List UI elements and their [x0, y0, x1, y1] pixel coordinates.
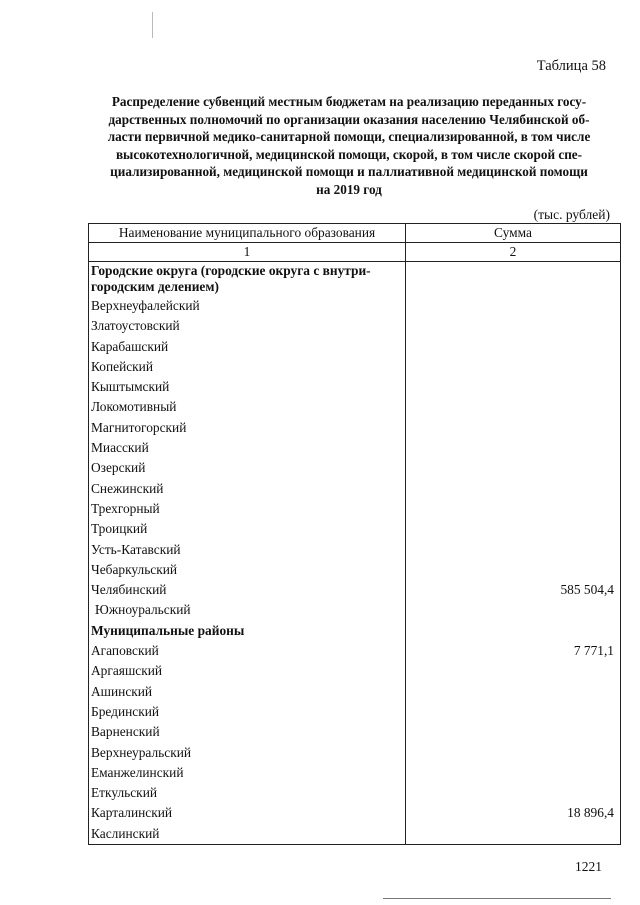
- table-row: [89, 803, 621, 823]
- municipality-name: Трехгорный: [89, 499, 406, 519]
- table-row: [89, 397, 621, 417]
- table-row: [89, 357, 621, 377]
- column-number-row: [89, 243, 621, 262]
- title-line: на 2019 год: [316, 181, 382, 197]
- amount-cell: 7 771,1: [406, 641, 621, 661]
- municipality-name: Каслинский: [89, 824, 406, 845]
- table-row: [89, 316, 621, 336]
- amount-cell: [406, 783, 621, 803]
- amount-cell: 18 896,4: [406, 803, 621, 823]
- municipality-name: Златоустовский: [89, 316, 406, 336]
- amount-cell: [406, 458, 621, 478]
- page-number: 1221: [575, 859, 602, 874]
- amount-cell: [406, 479, 621, 499]
- municipality-name: Варненский: [89, 722, 406, 742]
- table-row: [89, 458, 621, 478]
- table-row: [89, 783, 621, 803]
- title-line: Распределение субвенций местным бюджетам на реализацию переданных госу-: [111, 94, 587, 109]
- table-group-row: [89, 621, 621, 641]
- table-row: [89, 743, 621, 763]
- amount-cell: [406, 418, 621, 438]
- municipality-name: Верхнеуфалейский: [89, 296, 406, 316]
- title-line: ласти первичной медико-санитарной помощи, специализированной, в том числе: [107, 129, 591, 145]
- table-row: [89, 337, 621, 357]
- table-row: [89, 438, 621, 458]
- amount-cell: [406, 499, 621, 519]
- municipality-name: Магнитогорский: [89, 418, 406, 438]
- amount-cell: [406, 540, 621, 560]
- table-row: [89, 499, 621, 519]
- municipality-name: Усть-Катавский: [89, 540, 406, 560]
- municipality-name: Еткульский: [89, 783, 406, 803]
- column-header-amount: Сумма: [406, 224, 621, 243]
- units-label: (тыс. рублей): [533, 207, 610, 222]
- municipality-name: Брединский: [89, 702, 406, 722]
- amount-cell: [406, 357, 621, 377]
- amount-cell: [406, 438, 621, 458]
- municipality-name: Муниципальные районы: [89, 621, 406, 641]
- municipality-name: Карталинский: [89, 803, 406, 823]
- table-row: [89, 560, 621, 580]
- amount-cell: [406, 337, 621, 357]
- amount-cell: [406, 519, 621, 539]
- table-row: [89, 519, 621, 539]
- amount-cell: [406, 377, 621, 397]
- amount-cell: [406, 722, 621, 742]
- table-row: [89, 661, 621, 681]
- amount-cell: [406, 262, 621, 297]
- municipality-name: Озерский: [89, 458, 406, 478]
- amount-cell: [406, 682, 621, 702]
- table-row: [89, 418, 621, 438]
- table-row: [89, 296, 621, 316]
- table-number: Таблица 58: [536, 58, 606, 74]
- table-row: [89, 702, 621, 722]
- scan-artifact-line: [152, 12, 153, 38]
- amount-cell: [406, 600, 621, 620]
- table-row: [89, 580, 621, 600]
- title-line: дарственных полномочий по организации оказания населению Челябинской об-: [108, 111, 590, 127]
- table-row: [89, 641, 621, 661]
- amount-cell: [406, 743, 621, 763]
- amount-cell: [406, 824, 621, 845]
- municipality-name: Агаповский: [89, 641, 406, 661]
- amount-cell: [406, 621, 621, 641]
- municipality-name: Копейский: [89, 357, 406, 377]
- column-number: 1: [89, 243, 406, 262]
- table-group-row: [89, 262, 621, 297]
- municipality-name: Верхнеуральский: [89, 743, 406, 763]
- table-row: [89, 824, 621, 845]
- table-row: [89, 682, 621, 702]
- header-row: [89, 224, 621, 243]
- table-row: [89, 540, 621, 560]
- municipality-name: [89, 262, 406, 297]
- municipality-name: Кыштымский: [89, 377, 406, 397]
- title-line: циализированной, медицинской помощи и паллиативной медицинской помощи: [110, 164, 588, 180]
- amount-cell: [406, 702, 621, 722]
- municipality-name-line: Городские округа (городские округа с внутри-: [91, 263, 371, 278]
- municipality-name: Аргаяшский: [89, 661, 406, 681]
- municipality-name: Южноуральский: [89, 600, 406, 620]
- municipality-name: Снежинский: [89, 479, 406, 499]
- table-row: [89, 377, 621, 397]
- amount-cell: [406, 661, 621, 681]
- table-body: [89, 262, 621, 845]
- municipality-name: Челябинский: [89, 580, 406, 600]
- column-header-name: Наименование муниципального образования: [89, 224, 406, 243]
- municipality-name: Локомотивный: [89, 397, 406, 417]
- column-number: 2: [406, 243, 621, 262]
- municipality-name: Троицкий: [89, 519, 406, 539]
- amount-cell: [406, 560, 621, 580]
- table-row: [89, 600, 621, 620]
- municipality-name: Карабашский: [89, 337, 406, 357]
- amount-cell: [406, 316, 621, 336]
- municipality-name-line: городским делением): [91, 279, 219, 294]
- document-title: [88, 93, 610, 199]
- municipality-name: Чебаркульский: [89, 560, 406, 580]
- municipality-name: Еманжелинский: [89, 763, 406, 783]
- amount-cell: [406, 763, 621, 783]
- table-row: [89, 763, 621, 783]
- municipality-name: Ашинский: [89, 682, 406, 702]
- amount-cell: [406, 397, 621, 417]
- amount-cell: [406, 296, 621, 316]
- table-row: [89, 479, 621, 499]
- title-line: высокотехнологичной, медицинской помощи, скорой, в том числе скорой спе-: [115, 146, 583, 162]
- table-row: [89, 722, 621, 742]
- municipality-name: Миасский: [89, 438, 406, 458]
- footer-rule: [383, 898, 611, 899]
- subsidy-table: [88, 223, 621, 845]
- amount-cell: 585 504,4: [406, 580, 621, 600]
